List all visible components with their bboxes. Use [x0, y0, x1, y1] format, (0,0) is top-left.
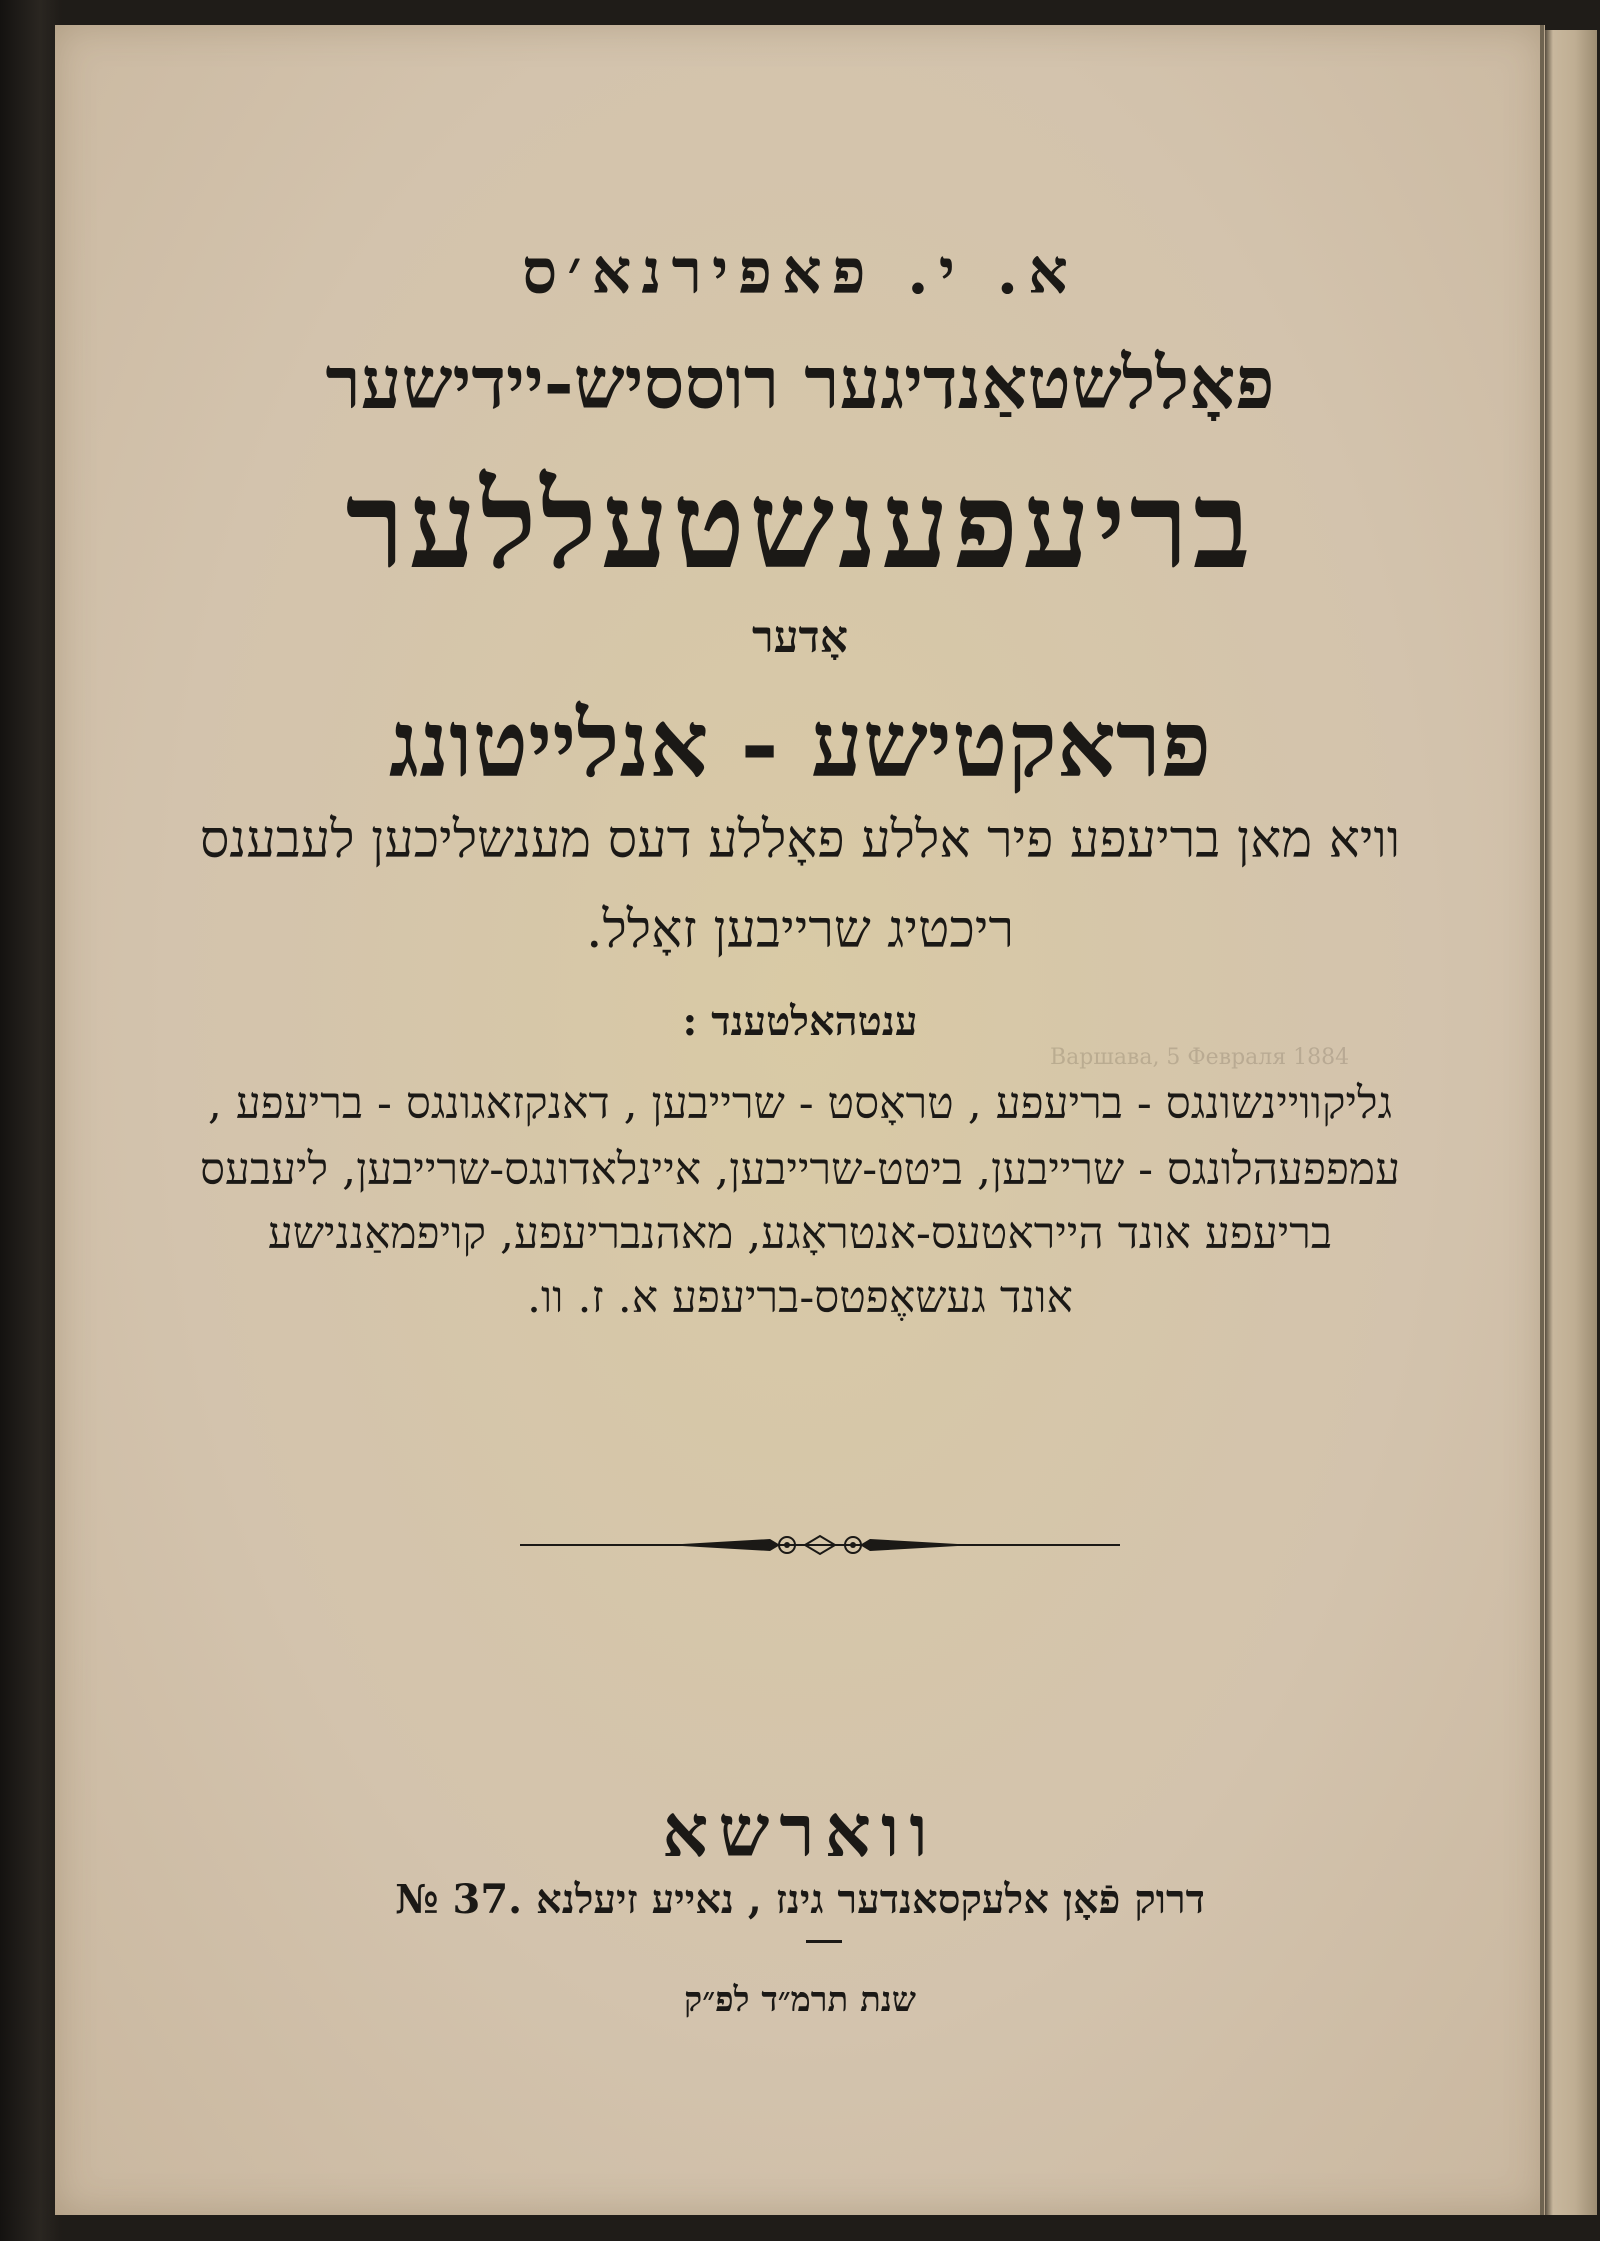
- short-divider-rule: [806, 1940, 842, 1943]
- year-line: שנת תרמ״ד לפ״ק: [684, 1980, 916, 2020]
- secondary-title: פראקטישע - אנלייטונג: [388, 690, 1212, 798]
- author-line: א. י. פאפירנא׳ס: [522, 235, 1078, 308]
- faint-stamp-text: Варшава, 5 Февраля 1884: [1050, 1045, 1350, 1070]
- contents-line-3: בריעפע אונד הייראטעס-אנטראָגע, מאהנבריעפע, קויפמאַננישע: [267, 1208, 1333, 1259]
- subtitle-line: פאָללשטאַנדיגער רוססיש-יידישער: [325, 340, 1275, 425]
- contents-line-2: עמפפעהלונגס - שרייבען, ביטט-שרייבען, איינלאדונגס-שרייבען, ליעבעס: [199, 1144, 1401, 1195]
- description-line-1: וויא מאן בריעפע פיר אללע פאָללע דעס מענשליכען לעבענס: [199, 810, 1401, 870]
- adjacent-page-edge: [1545, 30, 1597, 2215]
- printer-line: דרוק פֿאָן אלעקסאנדער גינז , נאייע זיעלנא .37 №: [395, 1876, 1205, 1923]
- ornamental-divider: [515, 1530, 1125, 1560]
- or-word: אָדער: [752, 612, 848, 663]
- main-title: בריעפענשטעללער: [345, 455, 1255, 596]
- city-name: ווארשא: [662, 1788, 938, 1873]
- description-line-2: ריכטיג שרייבען זאָלל.: [585, 900, 1015, 960]
- contents-line-1: גליקוויינשונגס - בריעפע , טראָסט - שרייבען , דאנקזאגונגס - בריעפע ,: [207, 1078, 1393, 1129]
- contents-line-4: אונד געשאֶפטס-בריעפע א. ז. וו.: [527, 1272, 1073, 1323]
- contents-heading: ענטהאלטענד :: [682, 998, 918, 1045]
